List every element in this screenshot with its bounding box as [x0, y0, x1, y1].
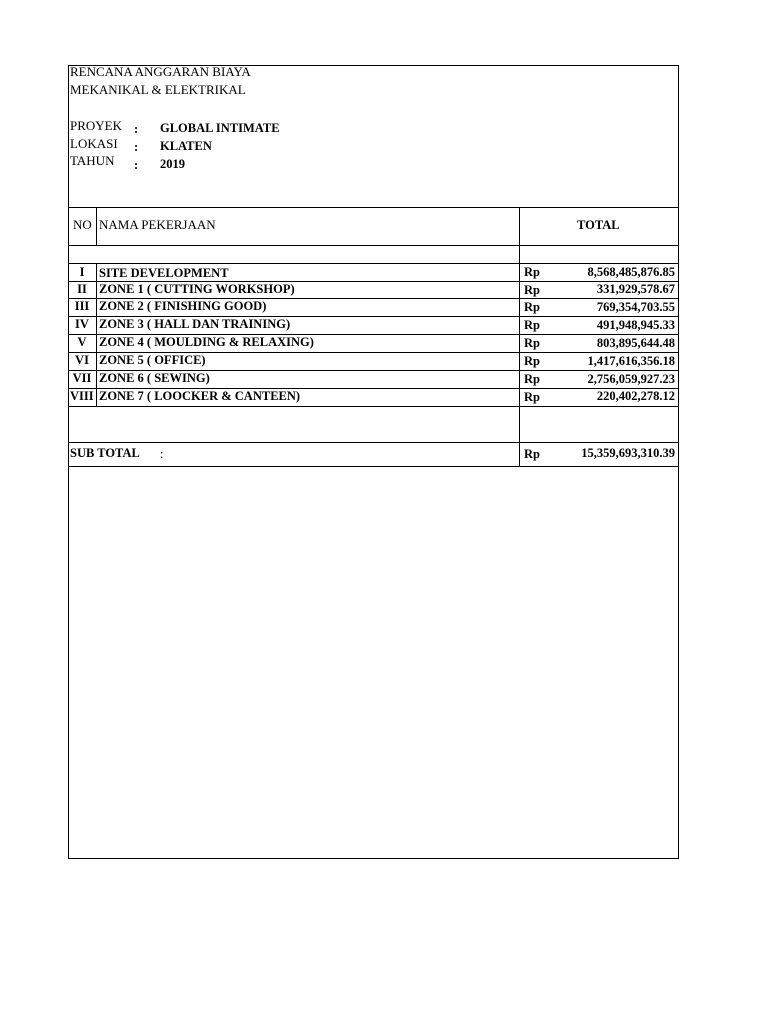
row-name: ZONE 3 ( HALL DAN TRAINING): [99, 317, 291, 331]
title-line-1: RENCANA ANGGARAN BIAYA: [70, 64, 251, 79]
row-name: ZONE 6 ( SEWING): [99, 371, 210, 385]
header-bottom-border: [68, 245, 679, 246]
table-bottom-border: [68, 466, 679, 467]
row-name: ZONE 4 ( MOULDING & RELAXING): [99, 335, 314, 349]
row-name: SITE DEVELOPMENT: [99, 266, 229, 280]
tahun-label: TAHUN: [70, 153, 115, 168]
lokasi-sep: :: [134, 140, 139, 154]
title-line-2: MEKANIKAL & ELEKTRIKAL: [70, 82, 246, 97]
row-no: VIII: [70, 389, 94, 403]
row-currency: Rp: [524, 283, 540, 297]
lokasi-value: KLATEN: [160, 139, 212, 153]
row-currency: Rp: [524, 336, 540, 350]
row-amount: 8,568,485,876.85: [587, 265, 675, 279]
document-frame: [68, 65, 679, 859]
tahun-sep: :: [134, 158, 139, 172]
col-header-name: NAMA PEKERJAAN: [99, 217, 216, 232]
subtotal-currency: Rp: [524, 447, 540, 461]
row-currency: Rp: [524, 318, 540, 332]
table-top-border: [68, 207, 679, 208]
row-no: II: [77, 282, 87, 296]
row-amount: 803,895,644.48: [596, 336, 675, 350]
subtotal-label: SUB TOTAL: [70, 446, 140, 460]
subtotal-sep: :: [160, 447, 164, 461]
proyek-label: PROYEK: [70, 118, 123, 133]
row-currency: Rp: [524, 354, 540, 368]
row-currency: Rp: [524, 300, 540, 314]
row-name: ZONE 5 ( OFFICE): [99, 353, 206, 367]
proyek-sep: :: [134, 122, 139, 136]
row-amount: 331,929,578.67: [596, 282, 675, 296]
tahun-value: 2019: [160, 157, 185, 171]
row-amount: 2,756,059,927.23: [587, 372, 675, 386]
row-amount: 220,402,278.12: [596, 389, 675, 403]
row-amount: 491,948,945.33: [596, 318, 675, 332]
row-currency: Rp: [524, 372, 540, 386]
col-divider-no: [96, 263, 97, 406]
row-amount: 769,354,703.55: [596, 300, 675, 314]
row-no: V: [77, 335, 87, 349]
col-divider-total: [519, 207, 520, 466]
proyek-value: GLOBAL INTIMATE: [160, 121, 280, 135]
row-currency: Rp: [524, 265, 540, 279]
row-name: ZONE 2 ( FINISHING GOOD): [99, 299, 267, 313]
subtotal-top-border: [68, 442, 679, 443]
col-header-total: TOTAL: [577, 218, 620, 232]
row-no: I: [79, 265, 85, 279]
lokasi-label: LOKASI: [70, 136, 118, 151]
row-no: IV: [75, 317, 89, 331]
row-name: ZONE 7 ( LOOCKER & CANTEEN): [99, 389, 301, 403]
row-amount: 1,417,616,356.18: [587, 354, 675, 368]
row-no: VI: [75, 353, 89, 367]
row-no: III: [74, 299, 90, 313]
col-divider-no-header: [96, 207, 97, 245]
row-name: ZONE 1 ( CUTTING WORKSHOP): [99, 282, 295, 296]
row-line: [68, 406, 679, 407]
row-no: VII: [72, 371, 92, 385]
col-header-no: NO: [73, 217, 92, 232]
row-currency: Rp: [524, 390, 540, 404]
subtotal-amount: 15,359,693,310.39: [581, 446, 675, 460]
